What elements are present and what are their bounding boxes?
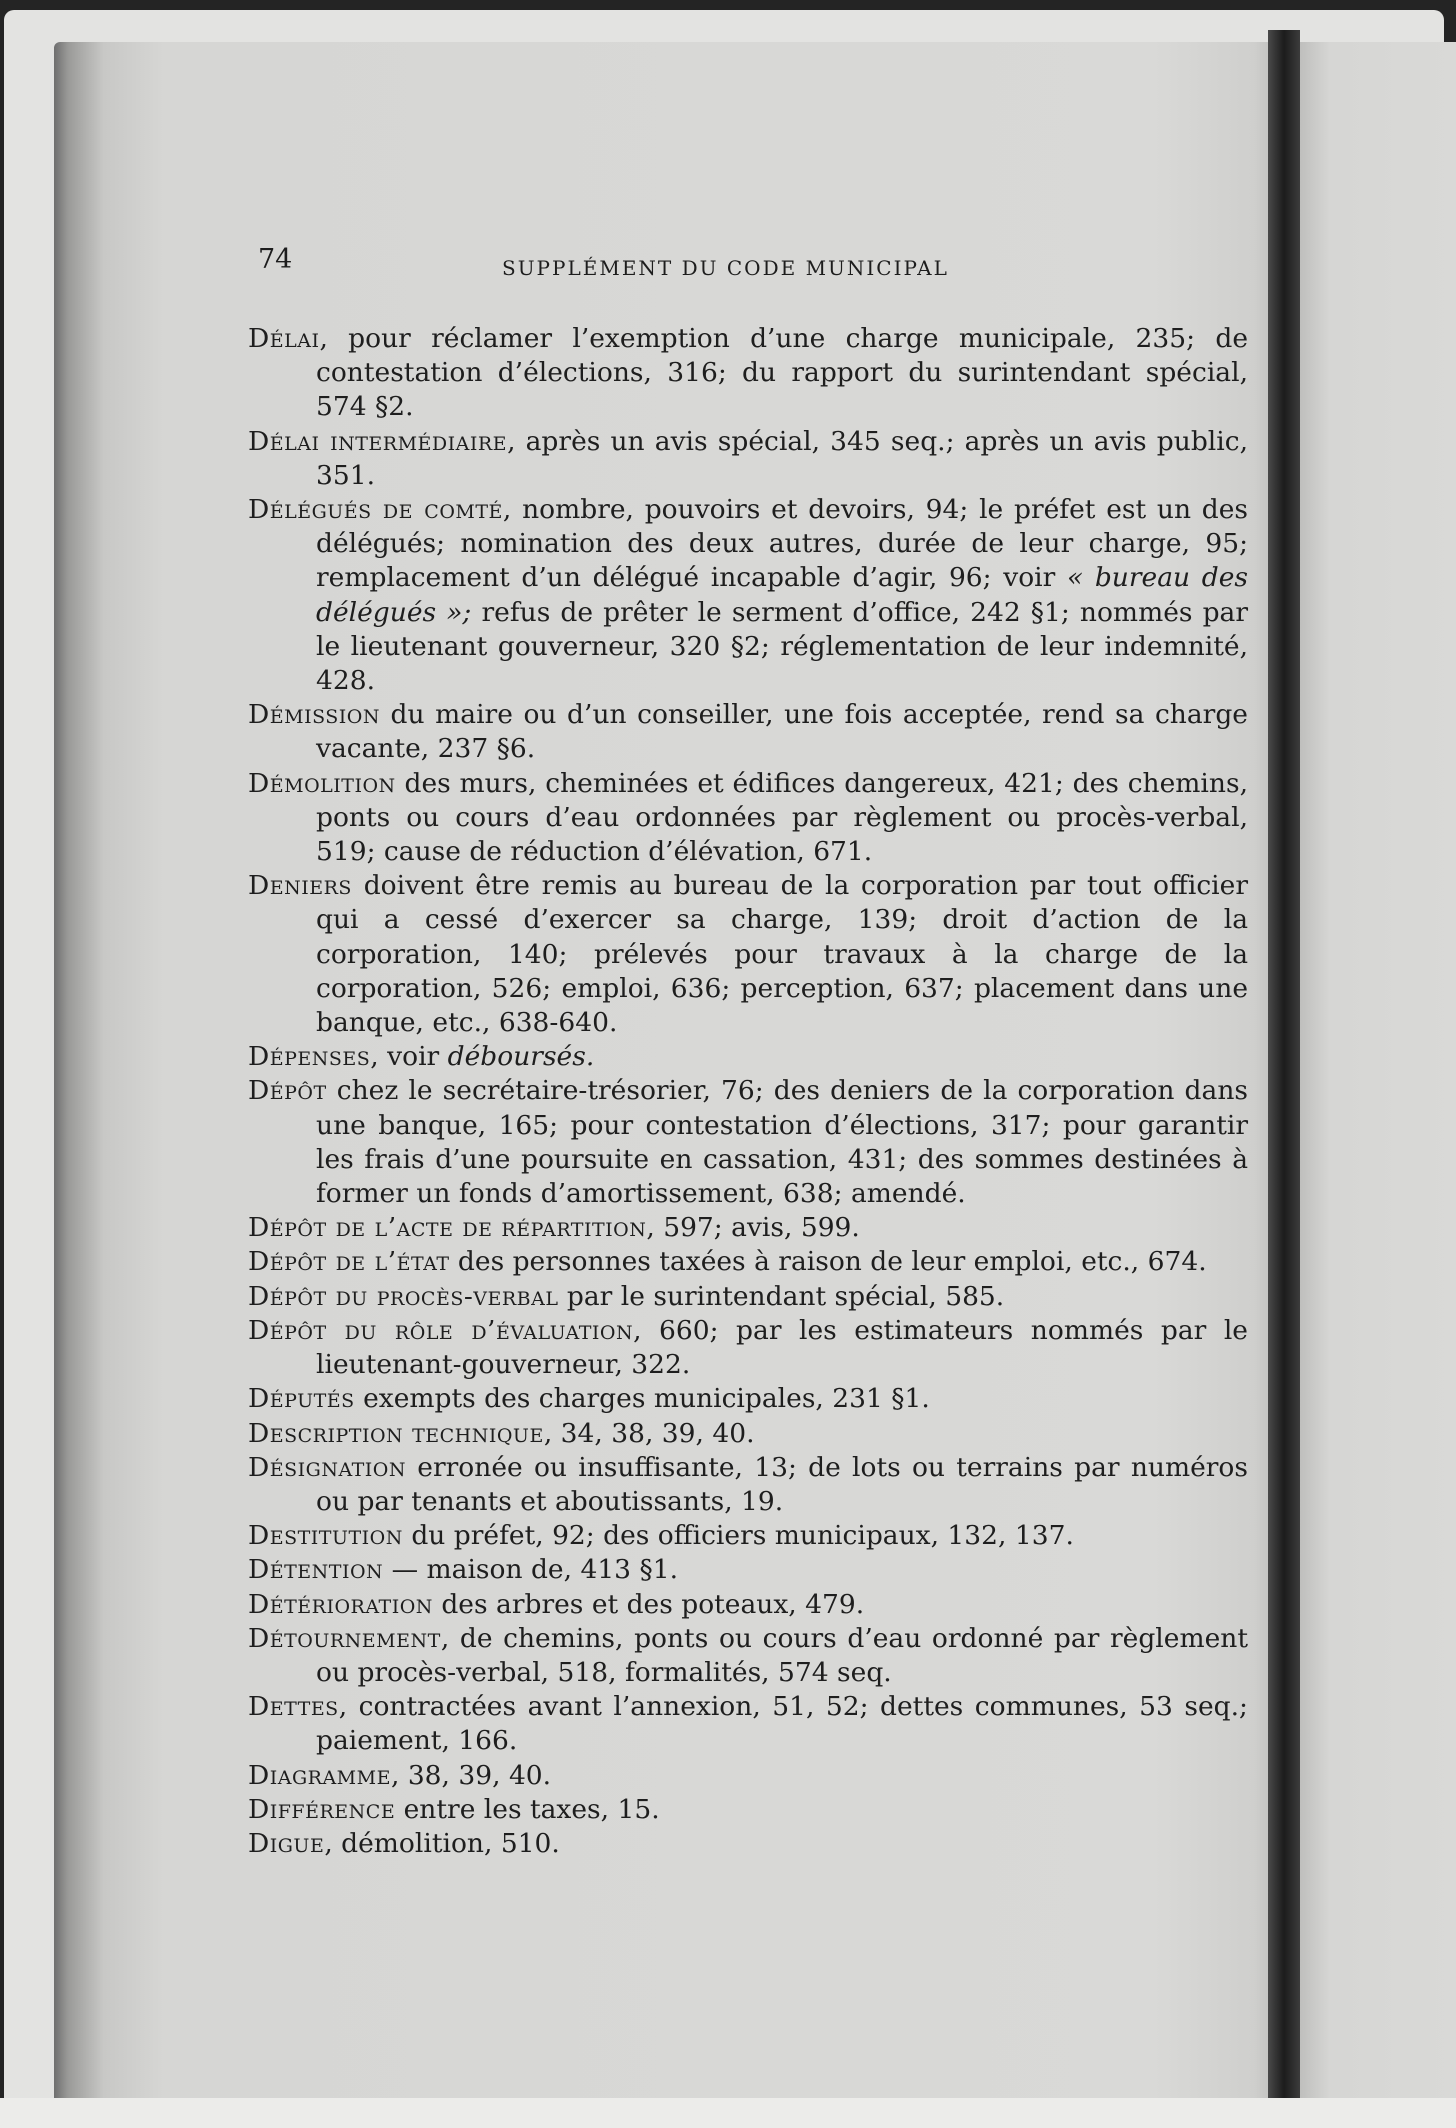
entry-text: chez le secrétaire-trésorier, 76; des deniers de la corporation dans une banque, 165; pour contestation d’élections, 317; pour garantir les frais d’une poursuite en cassation, 431; des sommes destinées à former un fonds d’amortissement, 638; amendé. <box>316 1075 1248 1210</box>
entry-headword: Détérioration <box>248 1588 433 1620</box>
entry-headword: Délai intermédiaire <box>248 425 508 457</box>
index-entry <box>248 698 1248 766</box>
entry-headword: Digue <box>248 1827 325 1859</box>
index-entry <box>248 322 1248 425</box>
entry-text: , 597; avis, 599. <box>646 1212 860 1244</box>
entry-italic-text: déboursés. <box>447 1041 595 1073</box>
running-title: SUPPLÉMENT DU CODE MUNICIPAL <box>502 256 949 280</box>
entry-text: par le surintendant spécial, 585. <box>558 1280 1005 1312</box>
index-entry <box>248 767 1248 870</box>
index-entry <box>248 1827 1248 1861</box>
bottom-edge <box>0 2098 1456 2128</box>
index-entry <box>248 869 1248 1040</box>
entry-text: du préfet, 92; des officiers municipaux, 132, 137. <box>402 1520 1074 1552</box>
entry-text: erronée ou insuffisante, 13; de lots ou terrains par numéros ou par tenants et aboutissants, 19. <box>316 1451 1248 1517</box>
entry-text: exempts des charges municipales, 231 §1. <box>354 1383 930 1415</box>
entry-headword: Délai <box>248 323 320 354</box>
entry-headword: Destitution <box>248 1520 403 1552</box>
index-entry <box>248 1793 1248 1827</box>
index-entry <box>248 1382 1248 1416</box>
index-entry <box>248 493 1248 698</box>
entry-headword: Dépôt du rôle d’évaluation <box>248 1314 634 1346</box>
entry-text: des murs, cheminées et édifices dangereux, 421; des chemins, ponts ou cours d’eau ordonnées par règlement ou procès-verbal, 519; cause de réduction d’élévation, 671. <box>316 767 1248 868</box>
index-entry <box>248 1759 1248 1793</box>
entry-text-continued: refus de prêter le serment d’office, 242 §1; nommés par le lieutenant gouverneur, 320 §2; réglementation de leur indemnité, 428. <box>316 596 1249 697</box>
entry-text: , de chemins, ponts ou cours d’eau ordonné par règlement ou procès-verbal, 518, formalités, 574 seq. <box>316 1622 1248 1688</box>
entry-headword: Description technique <box>248 1417 544 1449</box>
entry-headword: Dépôt de l’acte de répartition <box>248 1212 647 1244</box>
index-entry <box>248 1417 1248 1451</box>
index-entry <box>248 1451 1248 1519</box>
entry-headword: Désignation <box>248 1451 407 1483</box>
entry-headword: Deniers <box>248 870 352 902</box>
entry-text: , nombre, pouvoirs et devoirs, 94; le préfet est un des délégués; nomination des deux autres, durée de leur charge, 95; remplacement d’un délégué incapable d’agir, 96; voir <box>316 494 1249 594</box>
entry-headword: Diagramme <box>248 1759 391 1791</box>
entry-text: , contractées avant l’annexion, 51, 52; dettes communes, 53 seq.; paiement, 166. <box>316 1691 1248 1757</box>
entry-headword: Détournement <box>248 1622 441 1654</box>
index-entry <box>248 1280 1248 1314</box>
entry-text: , voir <box>370 1041 448 1073</box>
index-entry <box>248 425 1248 493</box>
index-entry <box>248 1588 1248 1622</box>
page-number: 74 <box>258 244 293 275</box>
entry-text: , démolition, 510. <box>324 1827 560 1859</box>
index-entries <box>248 322 1248 1861</box>
entry-headword: Députés <box>248 1383 355 1415</box>
entry-text: , 660; par les estimateurs nommés par le lieutenant-gouverneur, 322. <box>316 1314 1248 1381</box>
index-entry <box>248 1553 1248 1587</box>
entry-text: doivent être remis au bureau de la corporation par tout officier qui a cessé d’exercer sa charge, 139; droit d’action de la corporation, 140; prélevés pour travaux à la charge de la corporation, 526; emploi, 636; perception, 637; placement dans une banque, etc., 638-640. <box>316 870 1248 1039</box>
entry-headword: Dépôt <box>248 1075 327 1107</box>
entry-text: , après un avis spécial, 345 seq.; après un avis public, 351. <box>316 425 1248 491</box>
entry-headword: Démission <box>248 699 380 731</box>
index-entry <box>248 1314 1248 1382</box>
entry-headword: Délégués de comté <box>248 494 503 526</box>
entry-headword: Dettes <box>248 1691 339 1723</box>
index-entry <box>248 1074 1248 1211</box>
index-entry <box>248 1245 1248 1279</box>
entry-text: entre les taxes, 15. <box>395 1793 660 1825</box>
index-entry <box>248 1622 1248 1690</box>
entry-headword: Différence <box>248 1793 396 1825</box>
right-page <box>1300 42 1456 2120</box>
entry-text: , 38, 39, 40. <box>390 1759 552 1791</box>
entry-headword: Détention <box>248 1554 384 1586</box>
entry-text: , pour réclamer l’exemption d’une charge municipale, 235; de contestation d’élections, 316; du rapport du surintendant spécial, 574 §2. <box>316 323 1248 423</box>
entry-text: des personnes taxées à raison de leur emploi, etc., 674. <box>449 1246 1207 1278</box>
index-entry <box>248 1519 1248 1553</box>
entry-headword: Dépôt du procès-verbal <box>248 1280 559 1312</box>
entry-italic-text: « bureau des délégués »; <box>316 562 1248 628</box>
index-entry <box>248 1211 1248 1245</box>
entry-headword: Dépôt de l’état <box>248 1246 450 1278</box>
entry-text: — maison de, 413 §1. <box>383 1554 678 1586</box>
index-entry <box>248 1040 1248 1074</box>
entry-text: des arbres et des poteaux, 479. <box>432 1588 865 1620</box>
entry-headword: Dépenses <box>248 1041 371 1073</box>
entry-text: , 34, 38, 39, 40. <box>543 1417 755 1449</box>
book-gutter <box>1268 30 1300 2122</box>
entry-text: du maire ou d’un conseiller, une fois acceptée, rend sa charge vacante, 237 §6. <box>316 699 1248 765</box>
entry-headword: Démolition <box>248 767 396 799</box>
index-entry <box>248 1690 1248 1758</box>
